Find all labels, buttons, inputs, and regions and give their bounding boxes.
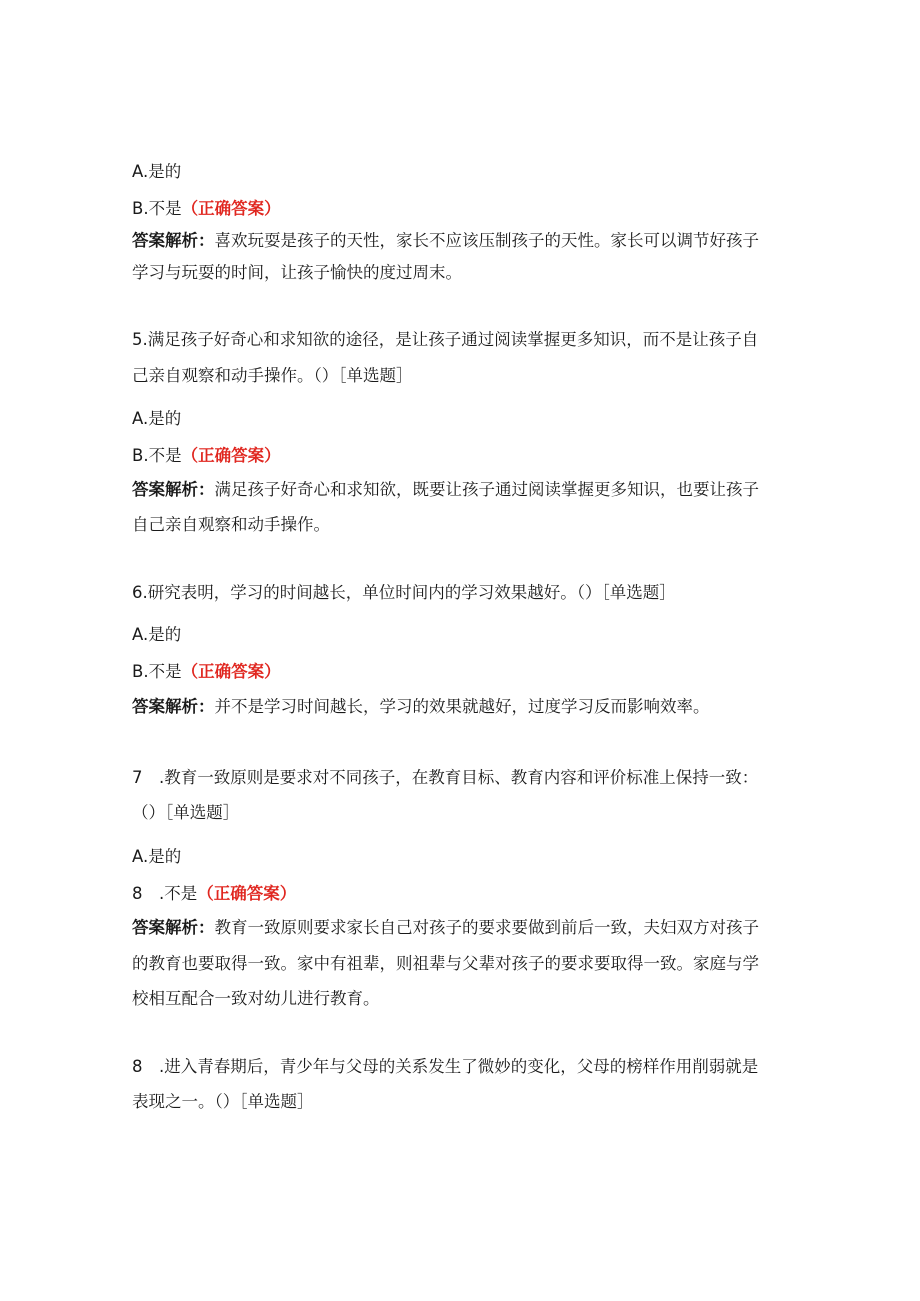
explanation-label: 答案解析： — [132, 697, 215, 716]
explanation-text: 的教育也要取得一致。家中有祖辈，则祖辈与父辈对孩子的要求要取得一致。家庭与学 — [132, 954, 759, 973]
question-text: 8 .进入青春期后，青少年与父母的关系发生了微妙的变化，父母的榜样作用削弱就是 — [132, 1057, 759, 1076]
option-a — [132, 846, 792, 868]
question-text: 5.满足孩子好奇心和求知欲的途径，是让孩子通过阅读掌握更多知识，而不是让孩子自 — [132, 330, 759, 349]
option-text: B.不是 — [132, 662, 182, 681]
option-b — [132, 661, 792, 683]
explanation-text: 学习与玩耍的时间，让孩子愉快的度过周末。 — [132, 263, 462, 282]
answer-explanation — [132, 479, 792, 501]
option-text: A.是的 — [132, 409, 182, 428]
option-text: B.不是 — [132, 199, 182, 218]
question-stem-cont — [132, 802, 792, 824]
question-text: 7 .教育一致原则是要求对不同孩子，在教育目标、教育内容和评价标准上保持一致： — [132, 768, 759, 787]
answer-explanation-cont — [132, 988, 792, 1010]
option-a — [132, 161, 792, 183]
option-text: 8 .不是 — [132, 884, 198, 903]
explanation-text: 自己亲自观察和动手操作。 — [132, 515, 330, 534]
explanation-label: 答案解析： — [132, 480, 215, 499]
explanation-text: 校相互配合一致对幼儿进行教育。 — [132, 989, 380, 1008]
answer-explanation-cont — [132, 514, 792, 536]
option-text: A.是的 — [132, 847, 182, 866]
question-text: 表现之一。（）［单选题］ — [132, 1092, 314, 1111]
option-b — [132, 883, 792, 905]
answer-explanation — [132, 696, 792, 718]
question-stem-cont — [132, 365, 792, 387]
answer-explanation — [132, 917, 792, 939]
correct-answer-mark: （正确答案） — [181, 199, 281, 218]
correct-answer-mark: （正确答案） — [181, 662, 281, 681]
option-text: A.是的 — [132, 162, 182, 181]
question-stem — [132, 767, 792, 789]
question-text: 己亲自观察和动手操作。（）［单选题］ — [132, 366, 413, 385]
answer-explanation — [132, 230, 792, 252]
question-stem — [132, 329, 792, 351]
question-text: 6.研究表明，学习的时间越长，单位时间内的学习效果越好。（）［单选题］ — [132, 583, 676, 602]
option-a — [132, 624, 792, 646]
question-stem — [132, 582, 792, 604]
correct-answer-mark: （正确答案） — [197, 884, 297, 903]
option-text: B.不是 — [132, 446, 182, 465]
option-a — [132, 408, 792, 430]
question-stem-cont — [132, 1091, 792, 1113]
option-b — [132, 198, 792, 220]
explanation-text: 喜欢玩耍是孩子的天性，家长不应该压制孩子的天性。家长可以调节好孩子 — [214, 231, 759, 250]
explanation-text: 教育一致原则要求家长自己对孩子的要求要做到前后一致，夫妇双方对孩子 — [214, 918, 759, 937]
question-text: （）［单选题］ — [132, 803, 240, 822]
option-text: A.是的 — [132, 625, 182, 644]
question-stem — [132, 1056, 792, 1078]
option-b — [132, 445, 792, 467]
explanation-label: 答案解析： — [132, 918, 215, 937]
explanation-text: 满足孩子好奇心和求知欲，既要让孩子通过阅读掌握更多知识，也要让孩子 — [214, 480, 759, 499]
answer-explanation-cont — [132, 262, 792, 284]
correct-answer-mark: （正确答案） — [181, 446, 281, 465]
explanation-text: 并不是学习时间越长，学习的效果就越好，过度学习反而影响效率。 — [214, 697, 710, 716]
explanation-label: 答案解析： — [132, 231, 215, 250]
answer-explanation-cont — [132, 953, 792, 975]
